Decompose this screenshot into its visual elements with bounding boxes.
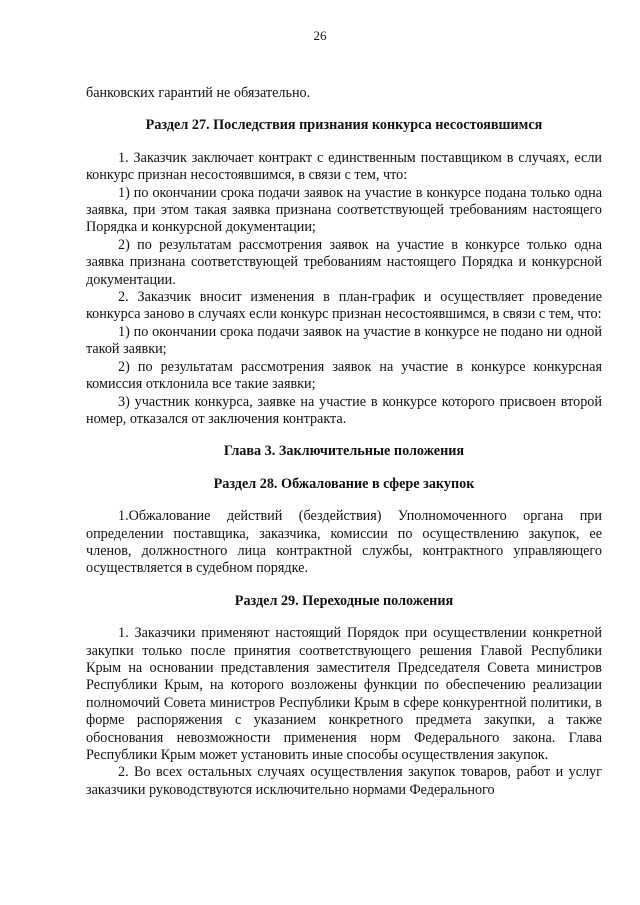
paragraph: 2) по результатам рассмотрения заявок на участие в конкурсе конкурсная комиссия отклонила все такие заявки; <box>86 358 602 393</box>
section-heading: Раздел 27. Последствия признания конкурса несостоявшимся <box>145 117 543 134</box>
spacer <box>86 135 602 150</box>
spacer <box>86 461 602 476</box>
paragraph: 1) по окончании срока подачи заявок на участие в конкурсе подана только одна заявка, при этом такая заявка признана соответствующей требованиям настоящего Порядка и конкурсной документации; <box>86 184 602 236</box>
spacer <box>86 493 602 508</box>
spacer <box>86 102 602 117</box>
paragraph: 3) участник конкурса, заявке на участие в конкурсе которого присвоен второй номер, отказался от заключения контракта. <box>86 393 602 427</box>
paragraph: 2. Заказчик вносит изменения в план-график и осуществляет проведение конкурса заново в случаях если конкурс признан несостоявшимся, в связи с тем, что: <box>86 289 602 323</box>
spacer <box>86 428 602 443</box>
paragraph: 1) по окончании срока подачи заявок на участие в конкурсе не подано ни одной такой заявки; <box>86 323 602 358</box>
section-heading: Раздел 28. Обжалование в сфере закупок <box>213 475 475 492</box>
paragraph: 1. Заказчики применяют настоящий Порядок при осуществлении конкретной закупки только после принятия соответствующего решения Главой Республики Крым на основании представления заместителя Председателя Совета министров Республики Крым, на которого возложены функции по обеспечению реализации полномочий Совета министров Республики Крым в сфере конкурентной политики, в форме распоряжения с указанием конкретного предмета закупки, а также обоснования невозможности применения норм Федерального закона. Глава Республики Крым может установить иные способы осуществления закупок. <box>86 625 602 763</box>
section-heading: Глава 3. Заключительные положения <box>223 443 465 460</box>
spacer <box>86 610 602 625</box>
paragraph: 2) по результатам рассмотрения заявок на участие в конкурсе только одна заявка признана соответствующей требованиям настоящего Порядка и конкурсной документации. <box>86 236 602 288</box>
page-number: 26 <box>313 28 327 43</box>
document-body <box>86 85 602 799</box>
paragraph: 2. Во всех остальных случаях осуществления закупок товаров, работ и услуг заказчики руководствуются исключительно нормами Федерального <box>86 764 602 798</box>
paragraph: 1.Обжалование действий (бездействия) Уполномоченного органа при определении поставщика, заказчика, комиссии по осуществлению закупок, ее членов, должностного лица контрактной службы, контрактного управляющего осуществляется в судебном порядке. <box>86 508 602 577</box>
paragraph: банковских гарантий не обязательно. <box>86 85 311 101</box>
section-heading: Раздел 29. Переходные положения <box>234 592 454 609</box>
paragraph: 1. Заказчик заключает контракт с единственным поставщиком в случаях, если конкурс признан несостоявшимся, в связи с тем, что: <box>86 149 602 184</box>
spacer <box>86 578 602 593</box>
